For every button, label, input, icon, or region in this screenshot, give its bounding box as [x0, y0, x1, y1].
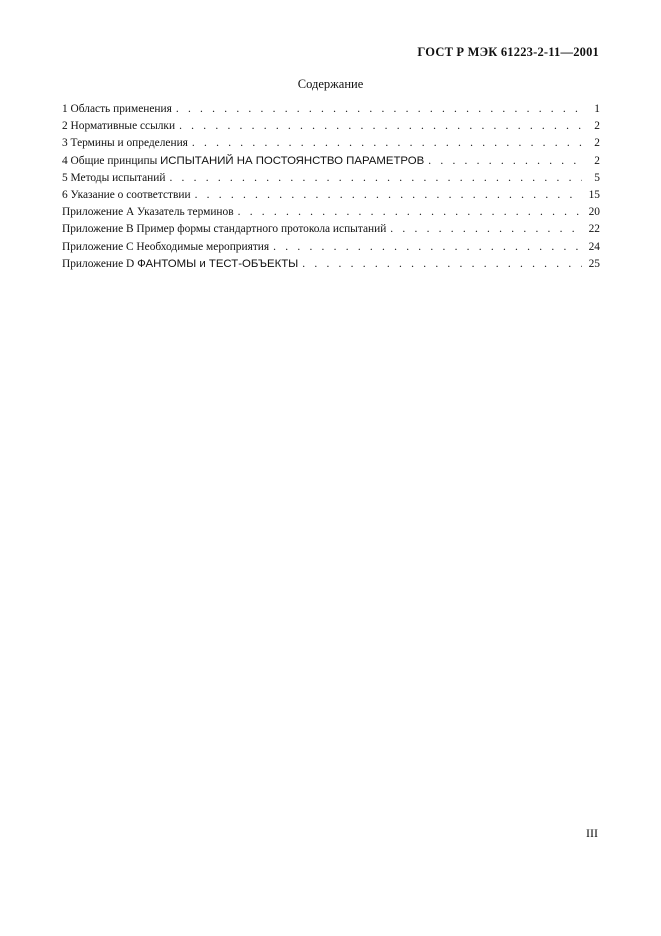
toc-entry[interactable]: [62, 221, 600, 238]
toc-entry-label: Приложение D ФАНТОМЫ и ТЕСТ-ОБЪЕКТЫ: [62, 257, 299, 270]
toc-entry-label: 6 Указание о соответствии: [62, 188, 191, 201]
toc-entry[interactable]: [62, 153, 600, 170]
toc-entry[interactable]: [62, 101, 600, 118]
toc-entry-page: 22: [588, 223, 600, 236]
toc-entry-page: 20: [588, 206, 600, 219]
toc-entry-page: 2: [594, 137, 600, 150]
toc-dot-leader: [302, 256, 582, 273]
toc-entry-page: 15: [588, 188, 600, 201]
toc-entry-label: Приложение А Указатель терминов: [62, 206, 234, 219]
toc-entry[interactable]: [62, 187, 600, 204]
toc-entry[interactable]: [62, 118, 600, 135]
toc-entry-label: 2 Нормативные ссылки: [62, 120, 176, 133]
toc-entry[interactable]: [62, 170, 600, 187]
toc-entry[interactable]: [62, 135, 600, 152]
toc-dot-leader: [169, 170, 582, 187]
toc-entry[interactable]: [62, 204, 600, 221]
toc-entry[interactable]: [62, 256, 600, 273]
toc-dot-leader: [176, 101, 582, 118]
toc-dot-leader: [179, 118, 582, 135]
toc-entry-page: 2: [594, 120, 600, 133]
toc-dot-leader: [428, 153, 582, 170]
toc-entry-label: Приложение С Необходимые мероприятия: [62, 240, 270, 253]
toc-entry-page: 24: [588, 240, 600, 253]
toc-entry-label: 5 Методы испытаний: [62, 171, 166, 184]
toc-entry[interactable]: [62, 239, 600, 256]
toc-entry-label: 1 Область применения: [62, 103, 172, 115]
toc-entry-page: 2: [594, 154, 600, 167]
toc-dot-leader: [273, 239, 582, 256]
toc-entry-label: 4 Общие принципы ИСПЫТАНИЙ НА ПОСТОЯНСТВО ПАРАМЕТРОВ: [62, 154, 425, 167]
toc-entry-label: 3 Термины и определения: [62, 137, 188, 150]
toc-dot-leader: [195, 187, 582, 204]
toc-entry-page: 5: [594, 171, 600, 184]
toc-entry-page: 1: [594, 103, 600, 115]
toc-dot-leader: [390, 221, 582, 238]
table-of-contents: [62, 101, 600, 273]
toc-entry-page: 25: [588, 257, 600, 270]
toc-dot-leader: [192, 135, 582, 152]
page-number: III: [586, 826, 598, 840]
toc-dot-leader: [238, 204, 582, 221]
document-code-header: ГОСТ Р МЭК 61223-2-11—2001: [417, 45, 599, 59]
toc-entry-label: Приложение В Пример формы стандартного протокола испытаний: [62, 223, 387, 236]
toc-title: Содержание: [297, 77, 364, 91]
